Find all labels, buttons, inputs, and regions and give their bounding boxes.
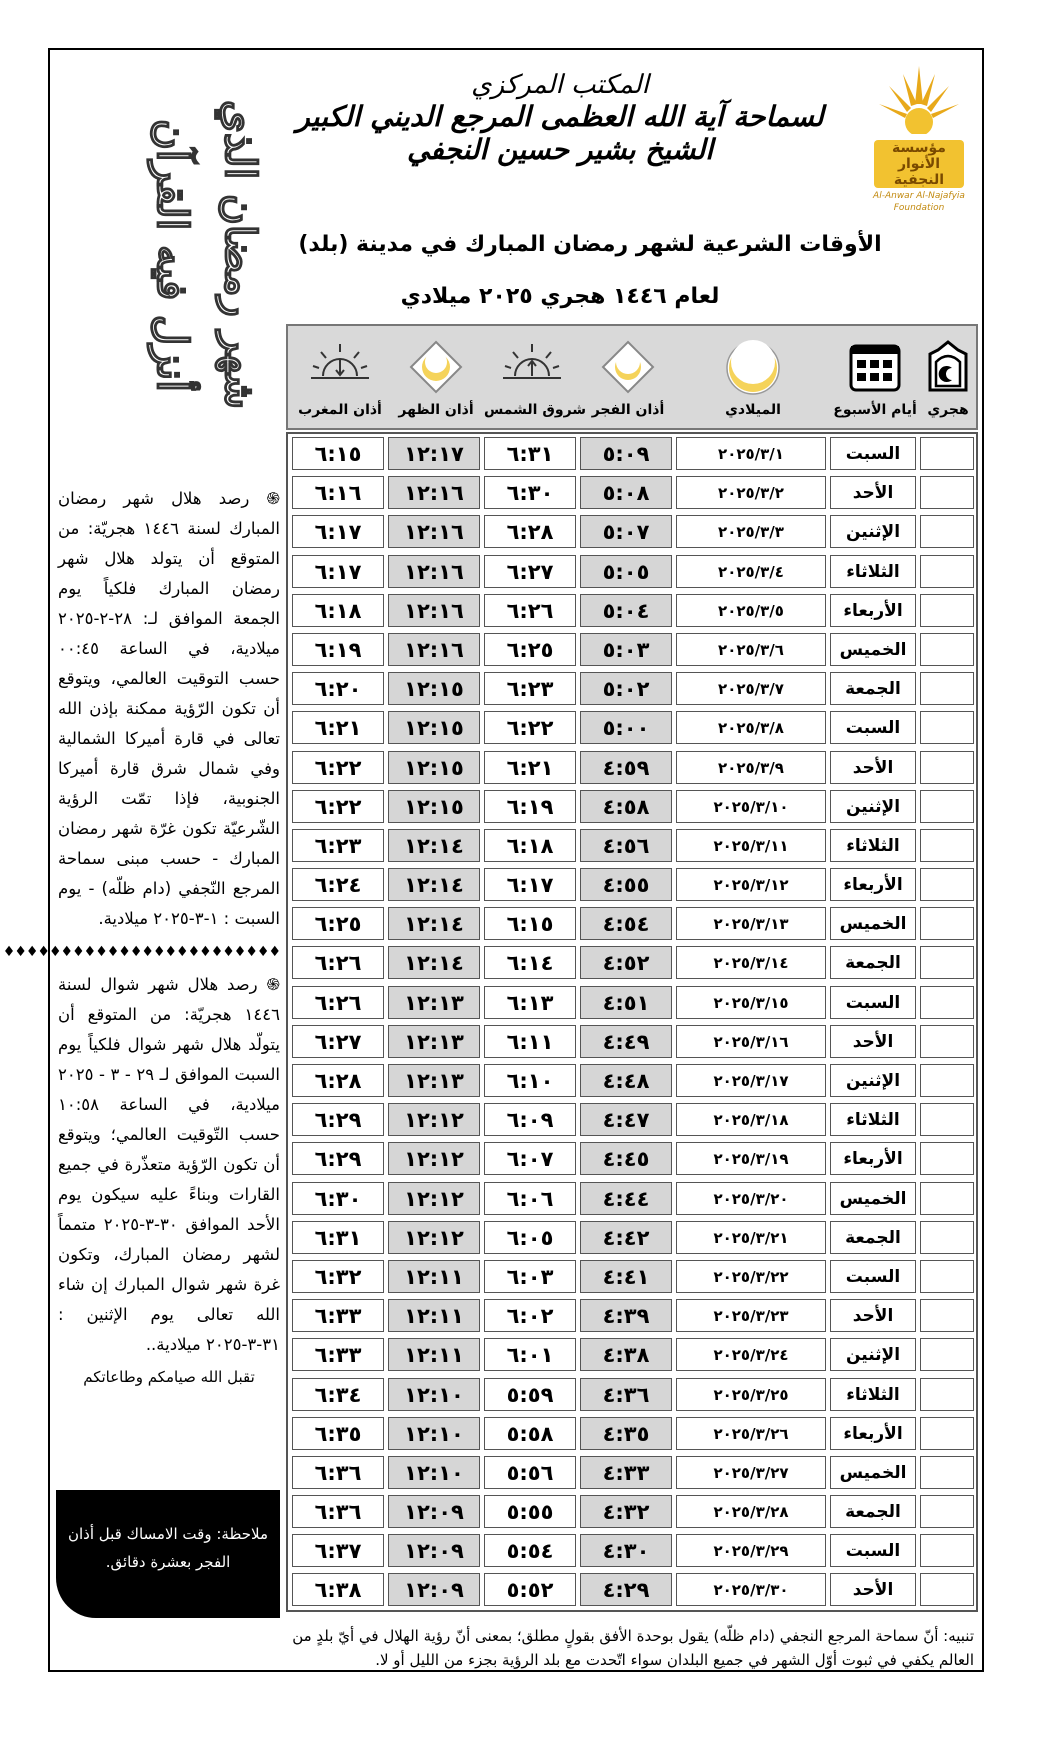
dhuhr-time-cell: ١٢:٠٩	[388, 1495, 480, 1528]
gregorian-date-cell: ٢٠٢٥/٣/١	[676, 437, 826, 470]
table-row	[288, 826, 976, 865]
sunset-icon	[309, 340, 371, 386]
weekday-cell: الأربعاء	[830, 868, 916, 901]
dhuhr-time-cell: ١٢:١٦	[388, 594, 480, 627]
calendar-icon	[849, 340, 901, 392]
hijri-cell	[920, 868, 974, 901]
sun-rays-icon	[873, 64, 965, 134]
fajr-time-cell: ٥:٠٥	[580, 555, 672, 588]
maghrib-time-cell: ٦:٣٥	[292, 1417, 384, 1450]
dhuhr-time-cell: ١٢:١٠	[388, 1417, 480, 1450]
table-header	[286, 324, 978, 430]
maghrib-time-cell: ٦:٢٤	[292, 868, 384, 901]
dhuhr-time-cell: ١٢:١٣	[388, 986, 480, 1019]
hijri-cell	[920, 1182, 974, 1215]
weekday-cell: الأربعاء	[830, 594, 916, 627]
weekday-cell: الجمعة	[830, 946, 916, 979]
dhuhr-time-cell: ١٢:١٦	[388, 476, 480, 509]
dhuhr-time-cell: ١٢:١١	[388, 1338, 480, 1371]
hijri-cell	[920, 1573, 974, 1606]
gregorian-date-cell: ٢٠٢٥/٣/٣٠	[676, 1573, 826, 1606]
fajr-time-cell: ٤:٣٣	[580, 1456, 672, 1489]
weekday-cell: الثلاثاء	[830, 829, 916, 862]
maghrib-time-cell: ٦:٢١	[292, 711, 384, 744]
table-row	[288, 1022, 976, 1061]
maghrib-time-cell: ٦:٣٠	[292, 1182, 384, 1215]
hijri-cell	[920, 594, 974, 627]
hijri-cell	[920, 1534, 974, 1567]
footer-notice: تنبيه: أنّ سماحة المرجع النجفي (دام ظلّه) يقول بوحدة الأفق بقولٍ مطلق؛ بمعنى أنّ رؤية الهلال في أيّ بلدٍ من العالم يكفي في ثبوت أوّل الشهر في جميع البلدان سواء اتّحدت مع بلد الرؤية بجزء من الليل أو لا.	[292, 1627, 974, 1669]
gregorian-date-cell: ٢٠٢٥/٣/٥	[676, 594, 826, 627]
gregorian-date-cell: ٢٠٢٥/٣/١٢	[676, 868, 826, 901]
maghrib-time-cell: ٦:٣٨	[292, 1573, 384, 1606]
hijri-cell	[920, 711, 974, 744]
maghrib-time-cell: ٦:٣٦	[292, 1495, 384, 1528]
authority-line: لسماحة آية الله العظمى المرجع الديني الكبير الشيخ بشير حسين النجفي	[296, 100, 824, 166]
fajr-time-cell: ٤:٣٥	[580, 1417, 672, 1450]
hijri-cell	[920, 790, 974, 823]
maghrib-time-cell: ٦:٣٣	[292, 1338, 384, 1371]
weekday-cell: السبت	[830, 437, 916, 470]
table-row	[288, 434, 976, 473]
maghrib-time-cell: ٦:١٧	[292, 555, 384, 588]
column-sunrise-label: شروق الشمس	[484, 402, 587, 418]
maghrib-time-cell: ٦:٢٨	[292, 1064, 384, 1097]
hijri-cell	[920, 1378, 974, 1411]
dhuhr-time-cell: ١٢:١٥	[388, 790, 480, 823]
gregorian-date-cell: ٢٠٢٥/٣/٢٣	[676, 1299, 826, 1332]
fajr-time-cell: ٥:٠٣	[580, 633, 672, 666]
hijri-cell	[920, 1260, 974, 1293]
dawn-sun-icon	[601, 340, 655, 394]
gregorian-date-cell: ٢٠٢٥/٣/٢	[676, 476, 826, 509]
table-row	[288, 865, 976, 904]
hijri-cell	[920, 986, 974, 1019]
dhuhr-time-cell: ١٢:١٥	[388, 751, 480, 784]
schedule-year: لعام ١٤٤٦ هجري ٢٠٢٥ ميلادي	[400, 284, 720, 309]
fajr-time-cell: ٥:٠٢	[580, 672, 672, 705]
table-row	[288, 787, 976, 826]
shawwal-sighting-note: ֍ رصد هلال شهر شوال لسنة ١٤٤٦ هجريّة: من المتوقع أن يتولّد هلال شهر شوال فلكياً يوم السبت الموافق لـ ٢٩ - ٣ - ٢٠٢٥ ميلادية، في الساعة ١٠:٥٨ حسب التّوقيت العالمي؛ ويتوقع أن تكون الرّؤية متعذّرة في جميع القارات وبناءً عليه سيكون يوم الأحد الموافق ٣٠-٣-٢٠٢٥ متمماً لشهر رمضان المبارك، وتكون غرة شهر شوال المبارك إن شاء الله تعالى يوم الإثنين : ٣١-٣-٢٠٢٥ ميلادية..	[58, 975, 281, 1354]
hijri-cell	[920, 672, 974, 705]
hijri-cell	[920, 437, 974, 470]
gregorian-date-cell: ٢٠٢٥/٣/١٣	[676, 907, 826, 940]
dhuhr-time-cell: ١٢:١٠	[388, 1456, 480, 1489]
sunrise-time-cell: ٦:٢٧	[484, 555, 576, 588]
sunrise-time-cell: ٥:٥٤	[484, 1534, 576, 1567]
sunrise-time-cell: ٦:١٤	[484, 946, 576, 979]
dhuhr-time-cell: ١٢:١٢	[388, 1182, 480, 1215]
weekday-cell: السبت	[830, 1534, 916, 1567]
maghrib-time-cell: ٦:٣٤	[292, 1378, 384, 1411]
weekday-cell: الإثنين	[830, 790, 916, 823]
column-dhuhr	[388, 326, 484, 428]
table-row	[288, 1179, 976, 1218]
weekday-cell: الثلاثاء	[830, 1103, 916, 1136]
closing-blessing: تقبل الله صيامكم وطاعاتكم	[83, 1368, 255, 1386]
gregorian-date-cell: ٢٠٢٥/٣/١٧	[676, 1064, 826, 1097]
dhuhr-time-cell: ١٢:١٤	[388, 829, 480, 862]
hijri-cell	[920, 1495, 974, 1528]
sunrise-time-cell: ٦:٢١	[484, 751, 576, 784]
table-row	[288, 983, 976, 1022]
fajr-time-cell: ٤:٣٩	[580, 1299, 672, 1332]
fajr-time-cell: ٤:٣٢	[580, 1495, 672, 1528]
fajr-time-cell: ٤:٥٩	[580, 751, 672, 784]
sunrise-time-cell: ٥:٥٢	[484, 1573, 576, 1606]
sunrise-time-cell: ٦:٠٦	[484, 1182, 576, 1215]
column-fajr	[580, 326, 676, 428]
fajr-time-cell: ٤:٣٠	[580, 1534, 672, 1567]
sunrise-time-cell: ٦:٠١	[484, 1338, 576, 1371]
weekday-cell: السبت	[830, 1260, 916, 1293]
column-dhuhr-label: أذان الظهر	[398, 402, 474, 418]
hijri-cell	[920, 751, 974, 784]
sunrise-time-cell: ٦:٢٥	[484, 633, 576, 666]
maghrib-time-cell: ٦:٢٠	[292, 672, 384, 705]
dhuhr-time-cell: ١٢:١٦	[388, 633, 480, 666]
gregorian-date-cell: ٢٠٢٥/٣/١١	[676, 829, 826, 862]
maghrib-time-cell: ٦:١٨	[292, 594, 384, 627]
weekday-cell: الخميس	[830, 1182, 916, 1215]
hijri-cell	[920, 633, 974, 666]
prayer-times-table	[286, 324, 978, 1603]
column-gregorian	[676, 326, 830, 428]
calligraphy-artwork	[64, 70, 274, 440]
maghrib-time-cell: ٦:٢٦	[292, 986, 384, 1019]
imsak-note-box	[56, 1490, 280, 1618]
fajr-time-cell: ٤:٤٥	[580, 1142, 672, 1175]
sunrise-time-cell: ٦:٢٣	[484, 672, 576, 705]
table-row	[288, 473, 976, 512]
schedule-title: الأوقات الشرعية لشهر رمضان المبارك في مدينة (بلد)	[298, 232, 882, 257]
maghrib-time-cell: ٦:٢٧	[292, 1025, 384, 1058]
table-row	[288, 1061, 976, 1100]
fajr-time-cell: ٤:٤٤	[580, 1182, 672, 1215]
calligraphy-text: شهر رمضان الذي أنزل فيه القرآن	[148, 100, 265, 410]
weekday-cell: الأحد	[830, 1299, 916, 1332]
dhuhr-time-cell: ١٢:١٣	[388, 1025, 480, 1058]
gregorian-date-cell: ٢٠٢٥/٣/٢٧	[676, 1456, 826, 1489]
sunrise-time-cell: ٦:١٣	[484, 986, 576, 1019]
column-maghrib-label: أذان المغرب	[298, 402, 382, 418]
sunrise-time-cell: ٦:١٧	[484, 868, 576, 901]
gregorian-date-cell: ٢٠٢٥/٣/٢٥	[676, 1378, 826, 1411]
gregorian-date-cell: ٢٠٢٥/٣/٨	[676, 711, 826, 744]
dhuhr-time-cell: ١٢:٠٩	[388, 1534, 480, 1567]
logo-english-name: Al-Anwar Al-Najafyia Foundation	[873, 191, 965, 213]
maghrib-time-cell: ٦:١٩	[292, 633, 384, 666]
gregorian-date-cell: ٢٠٢٥/٣/٣	[676, 515, 826, 548]
table-row	[288, 1257, 976, 1296]
mosque-crescent-icon	[926, 340, 970, 392]
hijri-cell	[920, 1142, 974, 1175]
sunrise-time-cell: ٦:٣١	[484, 437, 576, 470]
sunrise-time-cell: ٦:٠٢	[484, 1299, 576, 1332]
office-title: المكتب المركزي	[471, 70, 649, 100]
fajr-time-cell: ٤:٤٩	[580, 1025, 672, 1058]
table-row	[288, 669, 976, 708]
sunrise-time-cell: ٥:٥٨	[484, 1417, 576, 1450]
weekday-cell: الخميس	[830, 907, 916, 940]
maghrib-time-cell: ٦:٣١	[292, 1221, 384, 1254]
gregorian-date-cell: ٢٠٢٥/٣/٢٦	[676, 1417, 826, 1450]
foundation-logo	[860, 58, 978, 213]
fajr-time-cell: ٥:٠٨	[580, 476, 672, 509]
gregorian-date-cell: ٢٠٢٥/٣/٢٩	[676, 1534, 826, 1567]
sunrise-time-cell: ٦:١٨	[484, 829, 576, 862]
weekday-cell: الأحد	[830, 751, 916, 784]
table-row	[288, 630, 976, 669]
fajr-time-cell: ٤:٤٢	[580, 1221, 672, 1254]
gregorian-date-cell: ٢٠٢٥/٣/٢٠	[676, 1182, 826, 1215]
dhuhr-time-cell: ١٢:١٢	[388, 1221, 480, 1254]
dhuhr-time-cell: ١٢:١٤	[388, 868, 480, 901]
maghrib-time-cell: ٦:١٧	[292, 515, 384, 548]
table-row	[288, 1335, 976, 1374]
sunrise-time-cell: ٦:١١	[484, 1025, 576, 1058]
weekday-cell: الجمعة	[830, 672, 916, 705]
hijri-cell	[920, 946, 974, 979]
table-row	[288, 1414, 976, 1453]
hijri-cell	[920, 1417, 974, 1450]
gregorian-date-cell: ٢٠٢٥/٣/١٦	[676, 1025, 826, 1058]
weekday-cell: الخميس	[830, 1456, 916, 1489]
weekday-cell: الخميس	[830, 633, 916, 666]
sunrise-time-cell: ٦:٢٦	[484, 594, 576, 627]
fajr-time-cell: ٤:٤٨	[580, 1064, 672, 1097]
fajr-time-cell: ٤:٥١	[580, 986, 672, 1019]
table-row	[288, 552, 976, 591]
table-row	[288, 1453, 976, 1492]
fajr-time-cell: ٤:٥٢	[580, 946, 672, 979]
gregorian-date-cell: ٢٠٢٥/٣/٩	[676, 751, 826, 784]
maghrib-time-cell: ٦:١٥	[292, 437, 384, 470]
logo-name: مؤسسة الأنوار النجفية	[874, 140, 964, 188]
weekday-cell: الأحد	[830, 1573, 916, 1606]
hijri-cell	[920, 1103, 974, 1136]
maghrib-time-cell: ٦:٢٥	[292, 907, 384, 940]
table-row	[288, 1375, 976, 1414]
dhuhr-time-cell: ١٢:١٥	[388, 711, 480, 744]
maghrib-time-cell: ٦:٣٣	[292, 1299, 384, 1332]
dhuhr-time-cell: ١٢:١٢	[388, 1142, 480, 1175]
sunrise-icon	[501, 340, 563, 386]
sunrise-time-cell: ٦:١٠	[484, 1064, 576, 1097]
gregorian-date-cell: ٢٠٢٥/٣/١٠	[676, 790, 826, 823]
dhuhr-time-cell: ١٢:١٤	[388, 907, 480, 940]
table-row	[288, 591, 976, 630]
table-row	[288, 1570, 976, 1609]
hijri-cell	[920, 1064, 974, 1097]
table-row	[288, 748, 976, 787]
weekday-cell: الإثنين	[830, 1338, 916, 1371]
fajr-time-cell: ٤:٤٧	[580, 1103, 672, 1136]
dhuhr-time-cell: ١٢:١٣	[388, 1064, 480, 1097]
fajr-time-cell: ٤:٢٩	[580, 1573, 672, 1606]
hijri-cell	[920, 555, 974, 588]
moon-sighting-notes	[2, 484, 281, 1392]
maghrib-time-cell: ٦:٢٢	[292, 751, 384, 784]
column-weekday-label: أيام الأسبوع	[833, 402, 917, 418]
ramadan-sighting-note: ֍ رصد هلال شهر رمضان المبارك لسنة ١٤٤٦ هجريّة: من المتوقع أن يتولد هلال شهر رمضان المبارك فلكياً يوم الجمعة الموافق لـ: ٢٨-٢-٢٠٢٥ ميلادية، في الساعة ٠٠:٤٥ حسب التوقيت العالمي، ويتوقع أن تكون الرّؤية ممكنة بإذن الله تعالى في قارة أميركا الشمالية وفي شمال شرق قارة أميركا الجنوبية، فإذا تمّت الرؤية الشّرعيّة تكون غرّة شهر رمضان المبارك - حسب مبنى سماحة المرجع النّجفي (دام ظلّه) - يوم السبت : ١-٣-٢٠٢٥ ميلادية.	[58, 489, 280, 928]
hijri-cell	[920, 1221, 974, 1254]
maghrib-time-cell: ٦:٣٧	[292, 1534, 384, 1567]
gregorian-date-cell: ٢٠٢٥/٣/٦	[676, 633, 826, 666]
fajr-time-cell: ٤:٥٦	[580, 829, 672, 862]
sunrise-time-cell: ٦:٣٠	[484, 476, 576, 509]
maghrib-time-cell: ٦:١٦	[292, 476, 384, 509]
sunrise-time-cell: ٦:١٥	[484, 907, 576, 940]
table-row	[288, 708, 976, 747]
imsak-note-text: ملاحظة: وقت الامساك قبل أذان الفجر بعشرة دقائق.	[67, 1525, 269, 1571]
sunrise-time-cell: ٦:٠٩	[484, 1103, 576, 1136]
gregorian-date-cell: ٢٠٢٥/٣/١٩	[676, 1142, 826, 1175]
column-gregorian-label: الميلادي	[725, 402, 781, 418]
maghrib-time-cell: ٦:٣٢	[292, 1260, 384, 1293]
dhuhr-time-cell: ١٢:١١	[388, 1299, 480, 1332]
column-hijri	[920, 326, 976, 428]
table-row	[288, 1296, 976, 1335]
gregorian-date-cell: ٢٠٢٥/٣/١٤	[676, 946, 826, 979]
gregorian-date-cell: ٢٠٢٥/٣/٤	[676, 555, 826, 588]
fajr-time-cell: ٤:٥٨	[580, 790, 672, 823]
gregorian-date-cell: ٢٠٢٥/٣/٧	[676, 672, 826, 705]
hijri-cell	[920, 907, 974, 940]
column-weekday	[830, 326, 920, 428]
weekday-cell: الأربعاء	[830, 1417, 916, 1450]
sunrise-time-cell: ٥:٥٦	[484, 1456, 576, 1489]
table-row	[288, 1100, 976, 1139]
gregorian-date-cell: ٢٠٢٥/٣/١٥	[676, 986, 826, 1019]
sunrise-time-cell: ٦:٠٧	[484, 1142, 576, 1175]
fajr-time-cell: ٤:٣٨	[580, 1338, 672, 1371]
column-hijri-label: هجري	[927, 402, 969, 418]
table-row	[288, 1531, 976, 1570]
table-row	[288, 1139, 976, 1178]
table-row	[288, 1218, 976, 1257]
column-maghrib	[292, 326, 388, 428]
hijri-cell	[920, 1338, 974, 1371]
dhuhr-time-cell: ١٢:١٦	[388, 555, 480, 588]
hijri-cell	[920, 476, 974, 509]
hijri-cell	[920, 1025, 974, 1058]
fajr-time-cell: ٥:٠٠	[580, 711, 672, 744]
sunrise-time-cell: ٦:٢٢	[484, 711, 576, 744]
weekday-cell: السبت	[830, 986, 916, 1019]
weekday-cell: الثلاثاء	[830, 1378, 916, 1411]
fajr-time-cell: ٤:٥٥	[580, 868, 672, 901]
maghrib-time-cell: ٦:٢٩	[292, 1103, 384, 1136]
noon-sun-icon	[409, 340, 463, 394]
gregorian-date-cell: ٢٠٢٥/٣/٢٨	[676, 1495, 826, 1528]
weekday-cell: الأحد	[830, 1025, 916, 1058]
table-row	[288, 1492, 976, 1531]
weekday-cell: الأربعاء	[830, 1142, 916, 1175]
sunrise-time-cell: ٦:٠٣	[484, 1260, 576, 1293]
table-row	[288, 943, 976, 982]
dhuhr-time-cell: ١٢:٠٩	[388, 1573, 480, 1606]
dhuhr-time-cell: ١٢:١٢	[388, 1103, 480, 1136]
moon-icon	[725, 340, 781, 396]
hijri-cell	[920, 1299, 974, 1332]
table-body	[286, 432, 978, 1612]
maghrib-time-cell: ٦:٢٩	[292, 1142, 384, 1175]
weekday-cell: الجمعة	[830, 1221, 916, 1254]
sunrise-time-cell: ٦:٠٥	[484, 1221, 576, 1254]
dhuhr-time-cell: ١٢:١٠	[388, 1378, 480, 1411]
sunrise-time-cell: ٥:٥٩	[484, 1378, 576, 1411]
fajr-time-cell: ٥:٠٤	[580, 594, 672, 627]
hijri-cell	[920, 1456, 974, 1489]
weekday-cell: السبت	[830, 711, 916, 744]
weekday-cell: الأحد	[830, 476, 916, 509]
gregorian-date-cell: ٢٠٢٥/٣/٢٢	[676, 1260, 826, 1293]
fajr-time-cell: ٥:٠٧	[580, 515, 672, 548]
column-sunrise	[484, 326, 587, 428]
dhuhr-time-cell: ١٢:١٥	[388, 672, 480, 705]
fajr-time-cell: ٤:٤١	[580, 1260, 672, 1293]
weekday-cell: الثلاثاء	[830, 555, 916, 588]
dhuhr-time-cell: ١٢:١٧	[388, 437, 480, 470]
maghrib-time-cell: ٦:٢٢	[292, 790, 384, 823]
table-row	[288, 904, 976, 943]
fajr-time-cell: ٤:٣٦	[580, 1378, 672, 1411]
table-row	[288, 512, 976, 551]
dhuhr-time-cell: ١٢:١٦	[388, 515, 480, 548]
hijri-cell	[920, 829, 974, 862]
fajr-time-cell: ٤:٥٤	[580, 907, 672, 940]
sunrise-time-cell: ٦:٢٨	[484, 515, 576, 548]
weekday-cell: الإثنين	[830, 515, 916, 548]
maghrib-time-cell: ٦:٢٦	[292, 946, 384, 979]
sunrise-time-cell: ٥:٥٥	[484, 1495, 576, 1528]
weekday-cell: الإثنين	[830, 1064, 916, 1097]
maghrib-time-cell: ٦:٢٣	[292, 829, 384, 862]
dhuhr-time-cell: ١٢:١٤	[388, 946, 480, 979]
gregorian-date-cell: ٢٠٢٥/٣/٢٤	[676, 1338, 826, 1371]
maghrib-time-cell: ٦:٣٦	[292, 1456, 384, 1489]
gregorian-date-cell: ٢٠٢٥/٣/١٨	[676, 1103, 826, 1136]
dhuhr-time-cell: ١٢:١١	[388, 1260, 480, 1293]
column-fajr-label: أذان الفجر	[591, 402, 665, 418]
fajr-time-cell: ٥:٠٩	[580, 437, 672, 470]
diamond-divider: ♦♦♦♦♦♦♦♦♦♦♦♦♦♦♦♦♦♦♦♦♦♦♦♦	[2, 944, 280, 960]
weekday-cell: الجمعة	[830, 1495, 916, 1528]
office-header	[280, 70, 840, 166]
sunrise-time-cell: ٦:١٩	[484, 790, 576, 823]
gregorian-date-cell: ٢٠٢٥/٣/٢١	[676, 1221, 826, 1254]
hijri-cell	[920, 515, 974, 548]
